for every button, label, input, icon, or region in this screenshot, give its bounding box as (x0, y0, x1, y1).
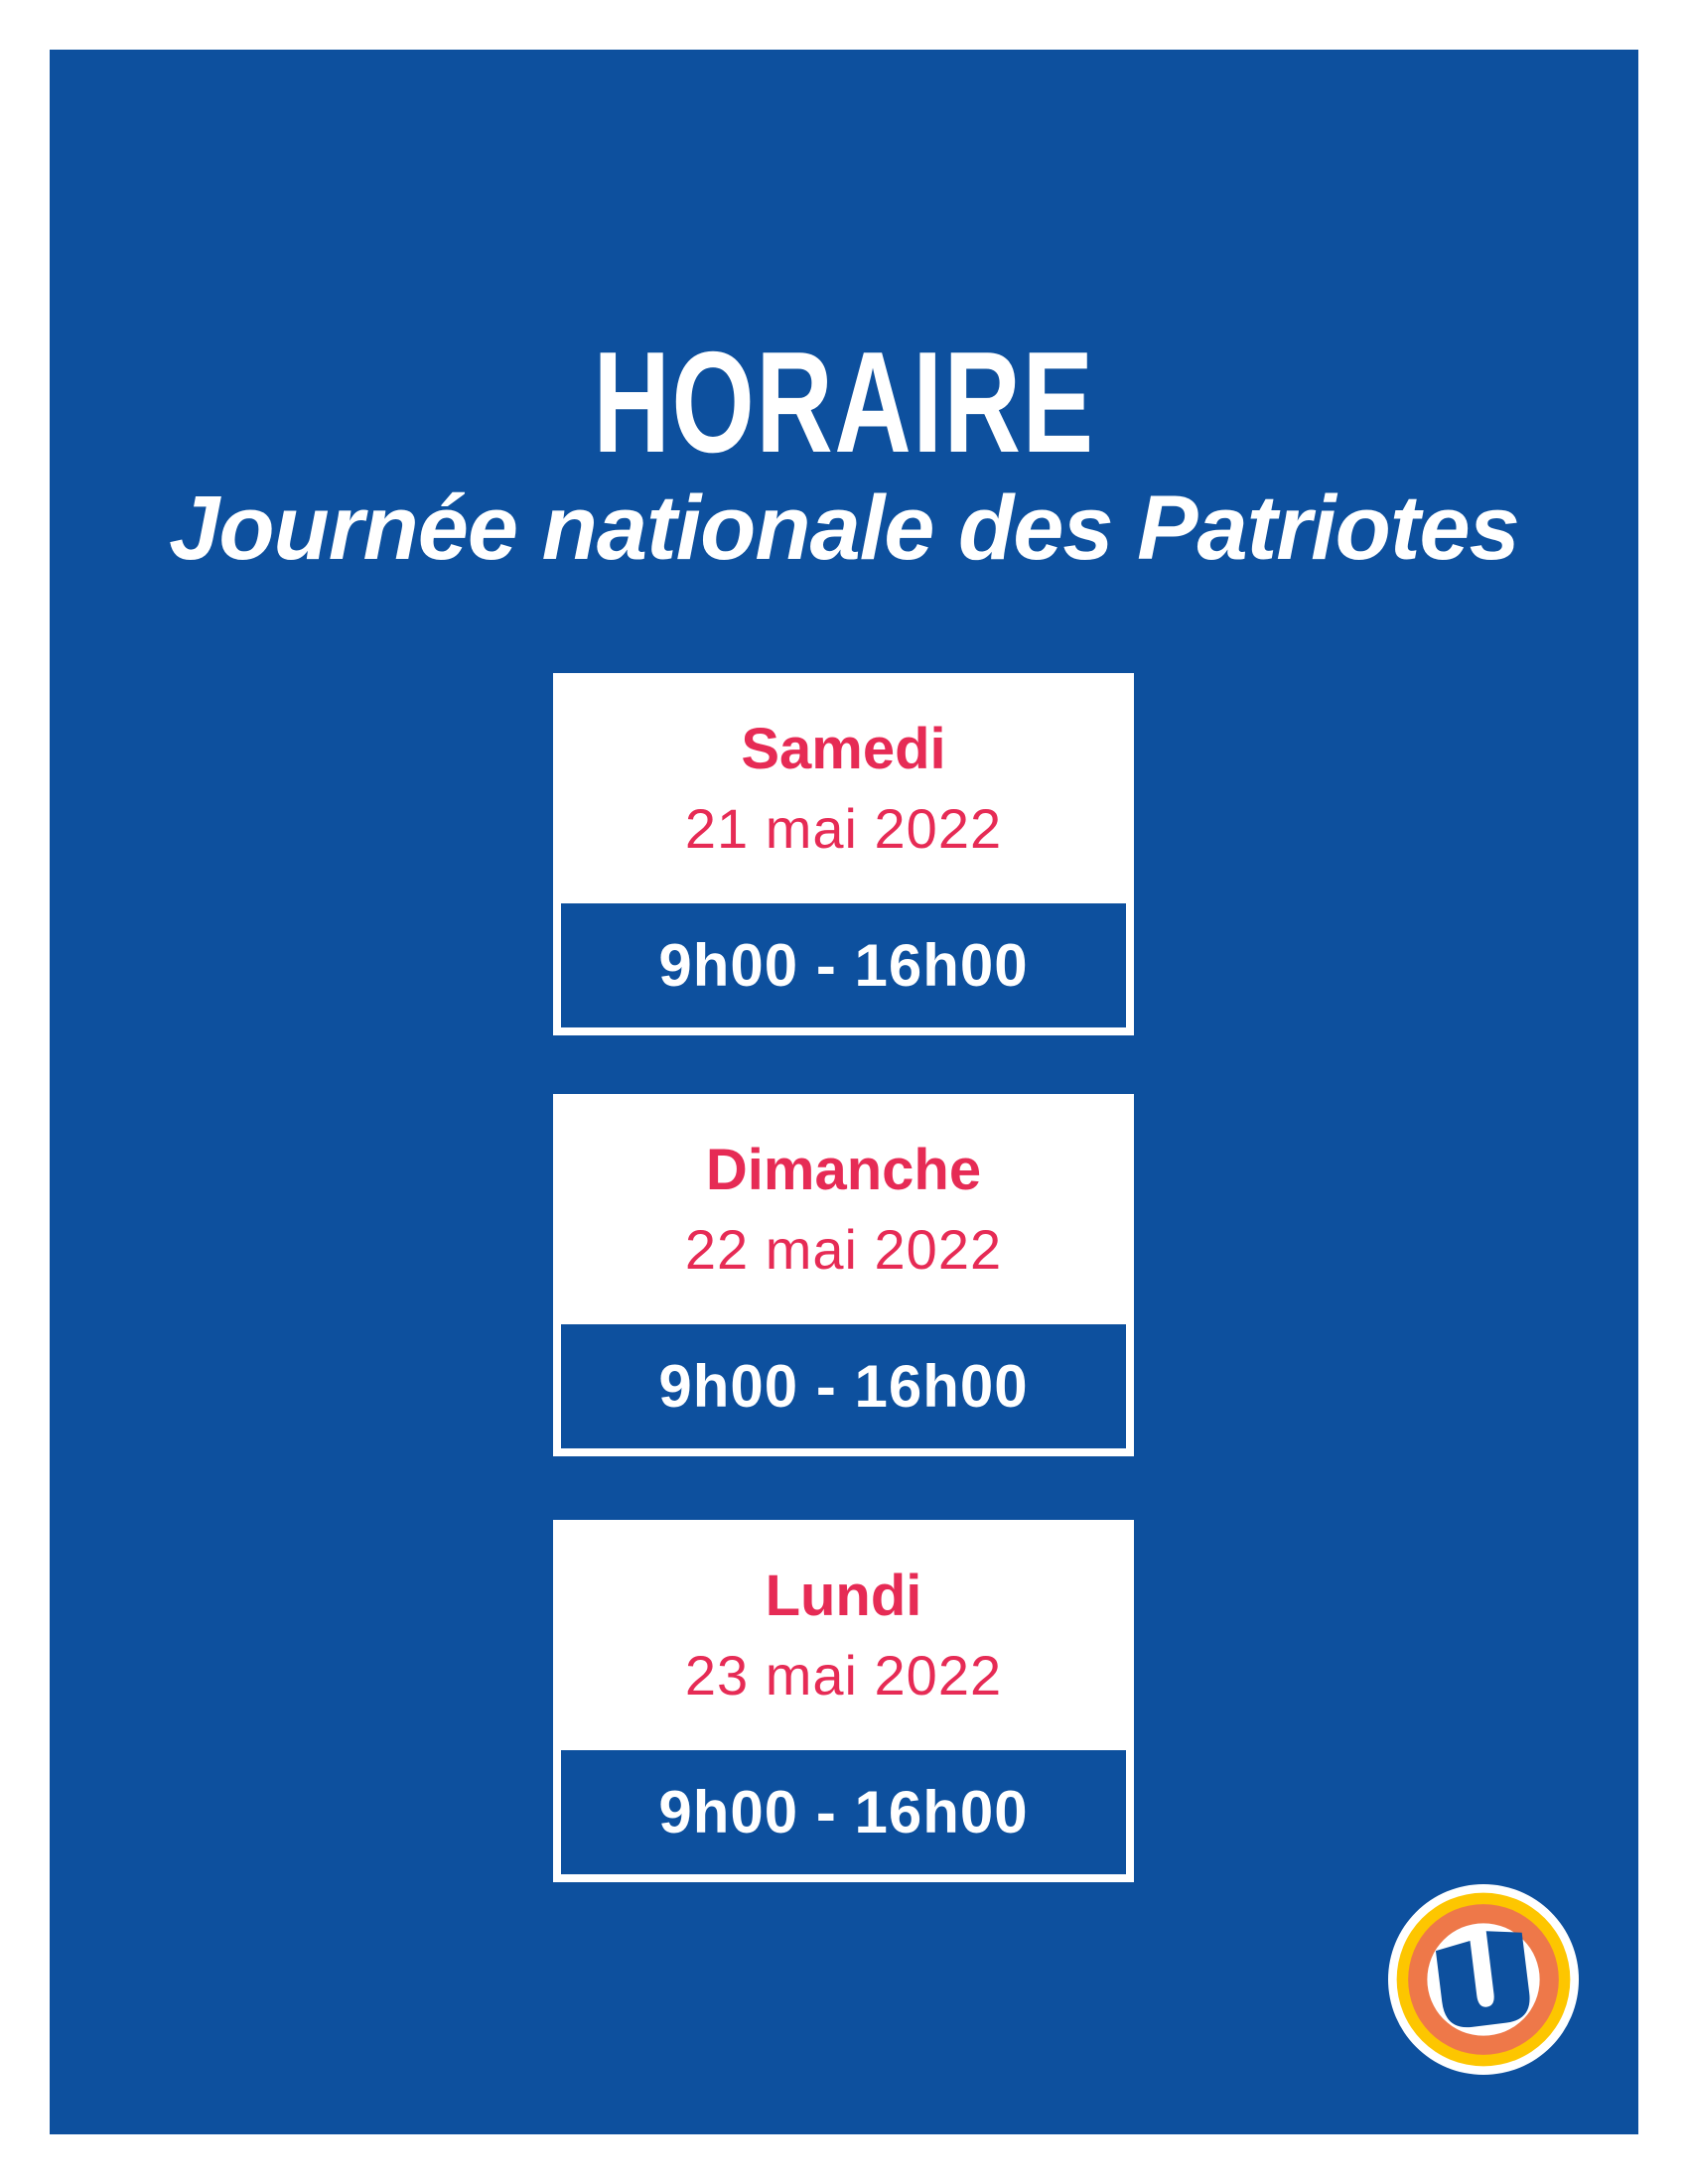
blue-panel (50, 50, 1638, 2134)
hours-label: 9h00 - 16h00 (658, 1779, 1029, 1845)
schedule-card-saturday (553, 673, 1134, 1035)
day-label: Dimanche (705, 1138, 982, 1202)
hours-bar (561, 1324, 1126, 1448)
date-label: 22 mai 2022 (684, 1217, 1003, 1281)
day-label: Lundi (765, 1564, 922, 1628)
hours-bar (561, 903, 1126, 1027)
u-brand-logo-icon (1388, 1884, 1579, 2075)
date-label: 23 mai 2022 (684, 1643, 1003, 1706)
date-label: 21 mai 2022 (684, 796, 1003, 860)
schedule-card-sunday (553, 1094, 1134, 1456)
poster-subtitle: Journée nationale des Patriotes (169, 478, 1519, 579)
hours-label: 9h00 - 16h00 (658, 932, 1029, 999)
day-label: Samedi (741, 717, 946, 781)
hours-bar (561, 1750, 1126, 1874)
poster-title: HORAIRE (593, 322, 1095, 482)
hours-label: 9h00 - 16h00 (658, 1353, 1029, 1420)
schedule-card-monday (553, 1520, 1134, 1882)
